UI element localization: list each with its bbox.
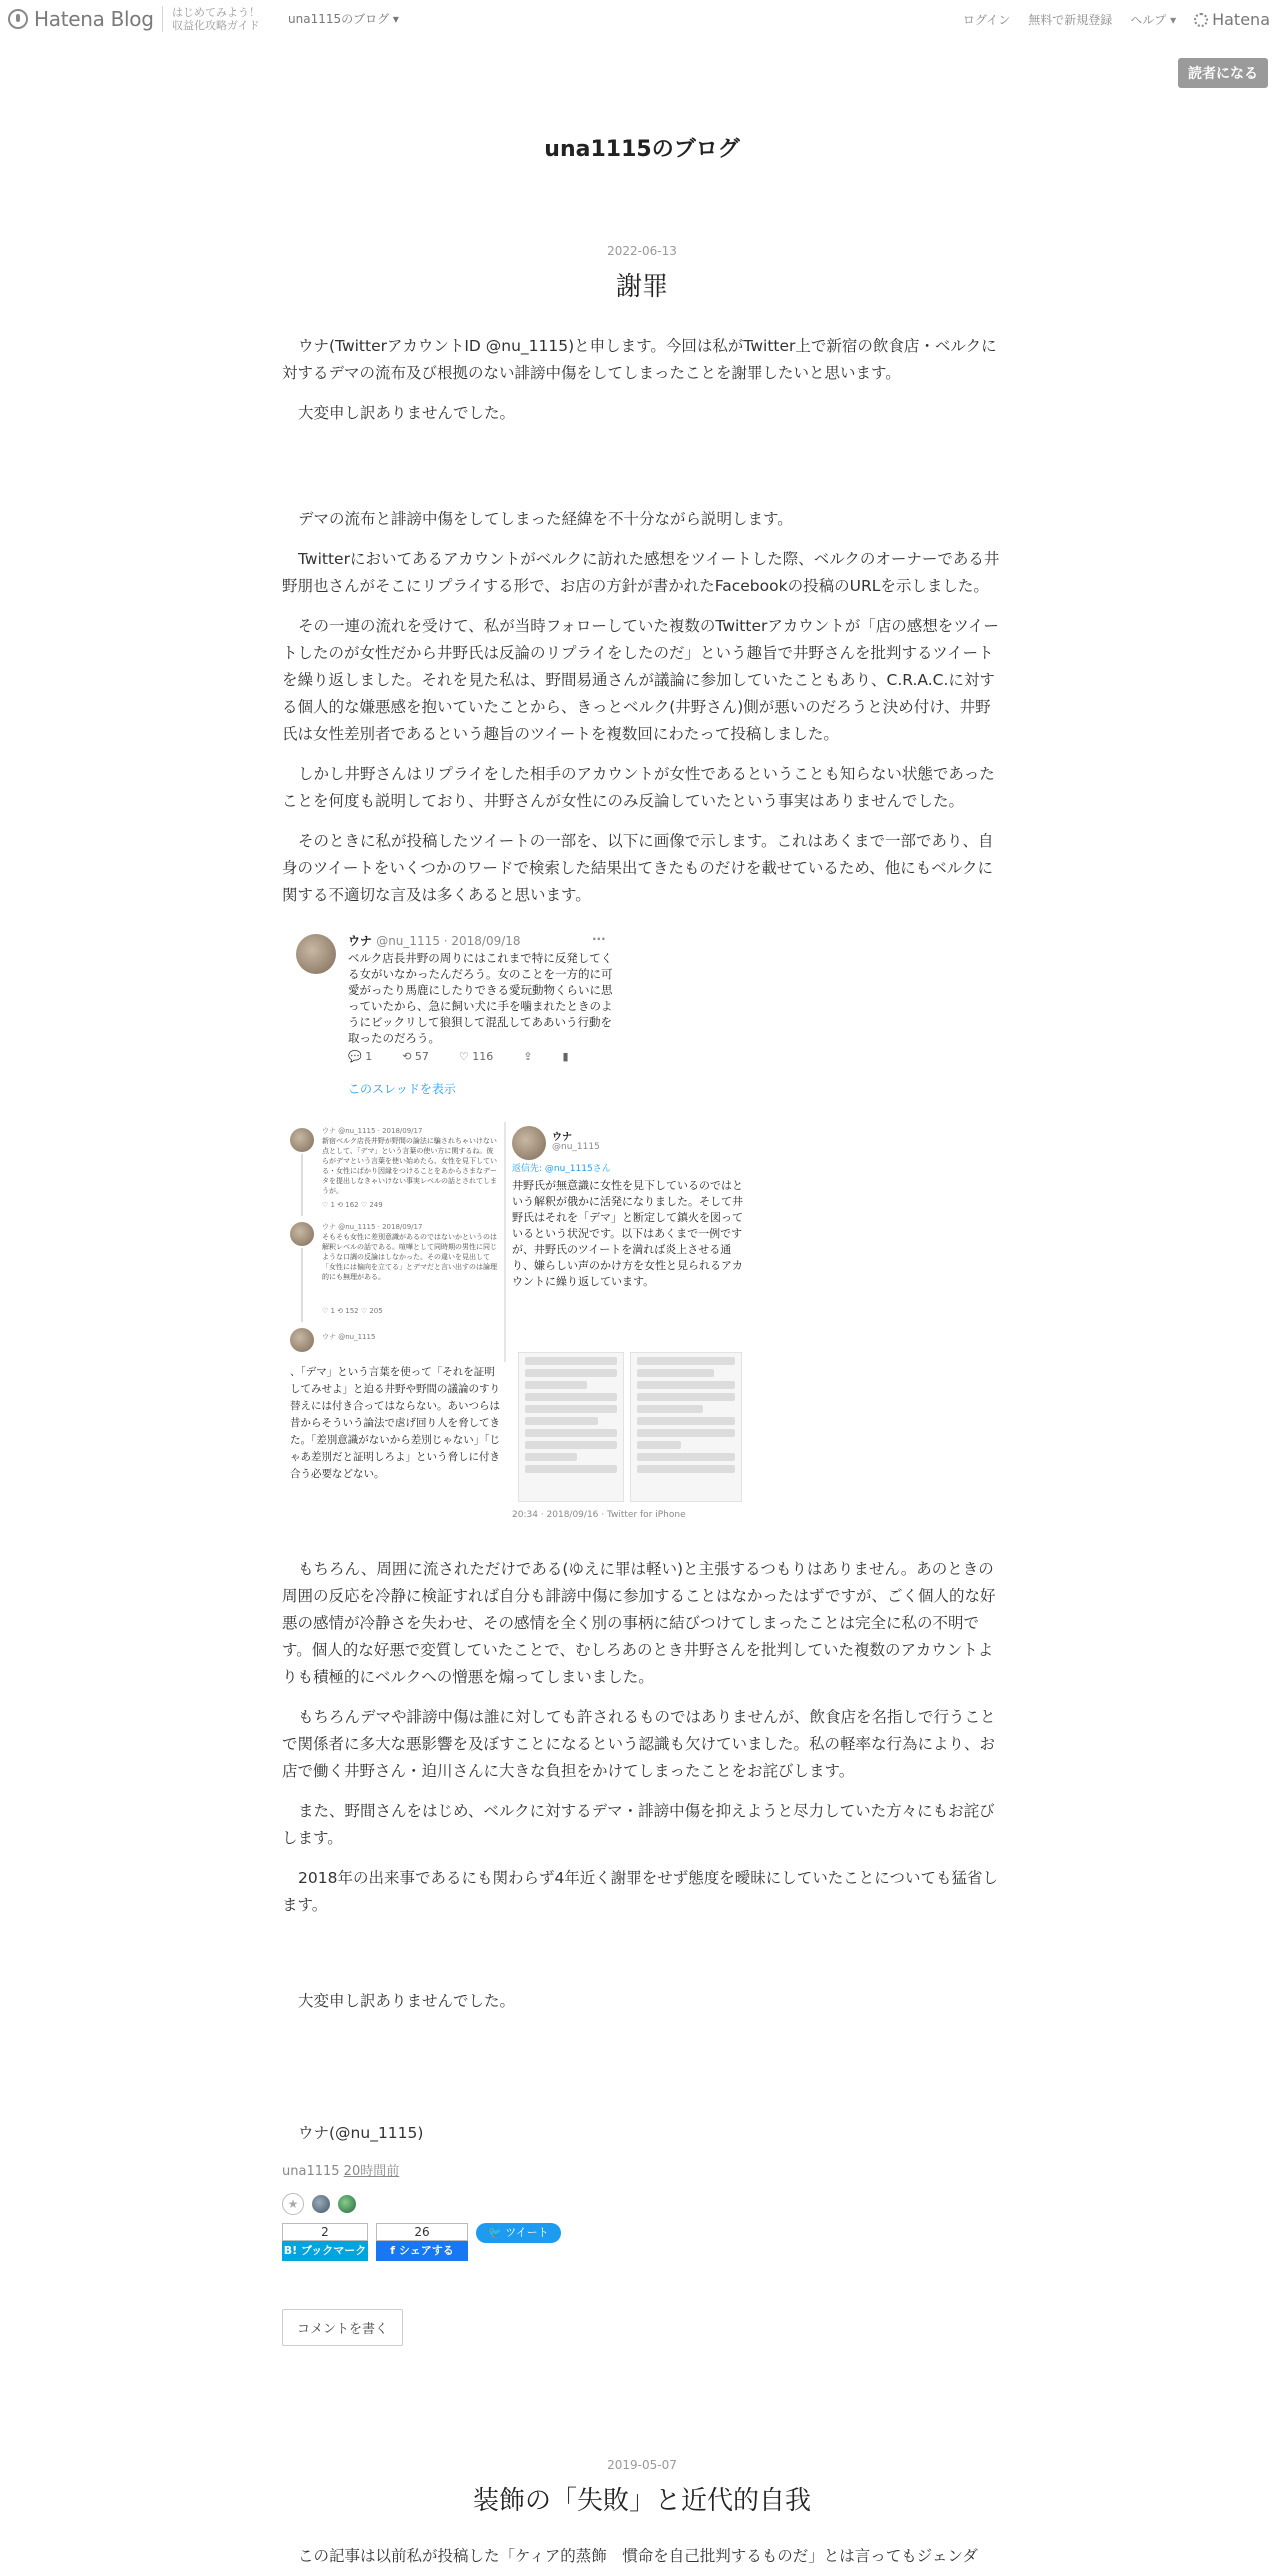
hatena-blog-logo[interactable] [8,7,154,31]
spacer [282,440,1002,506]
tweet-actions: ♡ 1 ⟲ 162 ♡ 249 [322,1201,383,1209]
login-link[interactable]: ログイン [962,13,1011,27]
paragraph: Twitterにおいてあるアカウントがベルクに訪れた感想をツイートした際、ベルクのオーナーである井野朋也さんがそこにリプライする形で、お店の方針が書かれたFacebookの投稿のURLを示しました。 [282,550,1000,595]
write-comment-button[interactable]: コメントを書く [282,2309,403,2346]
facebook-share-count: 26 [376,2223,468,2241]
tweet-handle: @nu_1115 · 2018/09/18 [376,934,521,948]
star-add-icon: ★ [287,2197,299,2211]
entry-title[interactable]: 装飾の「失敗」と近代的自我 [472,2486,811,2516]
reply-icon: 💬 1 [348,1050,373,1063]
signup-link[interactable]: 無料で新規登録 [1028,13,1113,27]
hatena-gear-icon [1194,13,1208,27]
like-icon: ♡ 116 [458,1050,494,1063]
thread-line [301,1248,303,1322]
entry-date[interactable]: 2022-06-13 [607,244,677,258]
paragraph: 大変申し訳ありませんでした。 [298,1992,516,2010]
paragraph: ウナ(TwitterアカウントID @nu_1115)と申します。今回は私がTwitter上で新宿の飲食店・ベルクに対するデマの流布及び根拠のない誹謗中傷をしてしまったことを謝罪したいと思います。 [282,337,997,382]
paragraph: 2018年の出来事であるにも関わらず4年近く謝罪をせず態度を曖昧にしていたことについても猛省します。 [282,1869,999,1914]
help-dropdown[interactable]: ヘルプ ▾ [1130,13,1177,27]
paragraph: その一連の流れを受けて、私が当時フォローしていた複数のTwitterアカウントが「店の感想をツイートしたのが女性だから井野氏は反論のリプライをしたのだ」という趣旨で井野さんを批判するツイートを繰り返しました。それを見た私は、野間易通さんが議論に参加していたこともあり、C.R.A.C.に対する個人的な嫌悪感を抱いていたことから、きっとベルク(井野さん)側が悪いのだろうと決め付け、井野氏は女性差別者であるという趣旨のツイートを複数回にわたって投稿しました。 [282,617,999,743]
reply-to [512,1164,746,1174]
next-entry [282,2458,1002,2568]
tweet-meta: ウナ @nu_1115 · 2018/09/17 [322,1127,423,1135]
facebook-share-button[interactable]: f シェアする [376,2241,468,2261]
guide-line2: 収益化攻略ガイド [172,19,260,32]
thread-line [301,1154,303,1216]
logo-text: Hatena Blog [34,7,154,31]
tweet-meta: ウナ @nu_1115 · 2018/09/17 [322,1223,423,1231]
tweet-share-widget [476,2223,561,2261]
star-user-avatar[interactable] [312,2195,330,2213]
star-user-avatar[interactable] [338,2195,356,2213]
entry-time-link[interactable]: 20時間前 [343,2164,400,2179]
embedded-screenshot [518,1352,624,1502]
hatena-brand-link[interactable] [1194,10,1270,29]
avatar [512,1126,546,1160]
entry [282,244,1002,2346]
divider [162,6,163,32]
hatena-bookmark-widget[interactable] [282,2223,368,2261]
share-icon: ⇪ [523,1050,533,1063]
tweet-actions [348,1050,569,1063]
paragraph: しかし井野さんはリプライをした相手のアカウントが女性であるということも知らない状態であったことを何度も説明しており、井野さんが女性にのみ反論していたという事実はありませんでした。 [282,765,995,810]
blog-menu-dropdown[interactable]: una1115のブログ ▾ [288,12,399,26]
tweet-screenshot-1[interactable] [292,922,892,1102]
hatena-brand-text: Hatena [1212,10,1270,29]
tweet-text: ベルク店長井野の周りにはこれまで特に反発してくる女がいなかったんだろう。女のことを一方的に可愛がったり馬鹿にしたりできる愛玩動物くらいに思っていたから、急に飼い犬に手を噛まれたときのようにビックリして狼狽して混乱してああいう行動を取ったのだろう。 [348,951,613,1045]
avatar [296,934,336,974]
embedded-screenshot [630,1352,742,1502]
guide-line1: はじめてみよう！ [172,6,260,19]
hatena-bookmark-button[interactable]: B! ブックマーク [282,2241,368,2261]
retweet-icon: ⟲ 57 [402,1050,429,1063]
global-header [0,0,1284,38]
tweet-footer: 20:34 · 2018/09/16 · Twitter for iPhone [512,1510,686,1520]
paragraph: そのときに私が投稿したツイートの一部を、以下に画像で示します。これはあくまで一部であり、自身のツイートをいくつかのワードで検索した結果出てきたものだけを載せているため、他にもベルクに関する不適切な言及は多くあると思います。 [282,832,994,904]
paragraph: もちろんデマや誹謗中傷は誰に対しても許されるものではありませんが、飲食店を名指しで行うことで関係者に多大な悪影響を及ぼすことになるという認識も欠けていました。私の軽率な行為により、お店で働く井野さん・迫川さんに大きな負担をかけてしまったことをお詫びします。 [282,1708,996,1780]
tweet-handle: @nu_1115 [552,1142,600,1152]
facebook-share-widget[interactable] [376,2223,468,2261]
avatar [290,1328,314,1352]
analytics-icon: ▮ [562,1050,569,1063]
tweet-author-name: ウナ [552,1132,572,1143]
tweet-author [348,932,521,949]
entry-byline [282,2160,1002,2179]
tweet-text: 、「デマ」という言葉を使って「それを証明してみせよ」と迫る井野や野間の議論のすり替えには付き合ってはならない。あいつらは昔からそういう論法で虐げ回り人を脅してきた。「差別意識がないから差別じゃない」「じゃあ差別だと証明しろよ」という脅しに付き合う必要などない。 [290,1366,500,1480]
paragraph: ウナ(@nu_1115) [298,2124,424,2142]
tweet-thread-left [282,1122,504,1532]
spacer [282,1102,1002,1122]
subscribe-button[interactable]: 読者になる [1178,58,1268,88]
star-row [282,2193,1002,2215]
paragraph: また、野間さんをはじめ、ベルクに対するデマ・誹謗中傷を抑えようと尽力していた方々にもお詫びします。 [282,1802,995,1847]
divider [504,1122,506,1362]
entry-teaser: この記事は以前私が投稿した「ケィア的蒸飾 慣命を自己批判するものだ」とは言ってもジェンダ [298,2547,978,2565]
tweet-right [510,1122,750,1532]
add-star-button[interactable] [282,2193,304,2215]
entry-body [282,333,1002,2147]
entry-date[interactable]: 2019-05-07 [607,2458,677,2472]
tweet-actions: ♡ 1 ⟲ 152 ♡ 205 [322,1307,383,1315]
avatar [290,1222,314,1246]
bookmark-count: 2 [282,2223,368,2241]
share-buttons [282,2223,1002,2261]
more-icon: ··· [592,932,606,946]
blog-title[interactable]: una1115のブログ [544,137,740,162]
tweet-author-name: ウナ [348,934,373,948]
tweet-share-button[interactable]: 🐦 ツイート [476,2223,561,2243]
spacer [282,2028,1002,2120]
spacer [282,1532,1002,1556]
paragraph: デマの流布と誹謗中傷をしてしまった経緯を不十分ながら説明します。 [298,510,793,528]
nav-right [945,10,1270,29]
tweet-screenshot-2[interactable] [282,1122,882,1532]
avatar [290,1128,314,1152]
tweet-meta: ウナ @nu_1115 [322,1333,376,1341]
show-thread-link: このスレッドを表示 [348,1082,456,1096]
reply-to-text: 返信先: @nu_1115さん [512,1164,611,1174]
author-link[interactable]: una1115 [282,2164,340,2179]
tweet-text: そもそも女性に差別意識があるのではないかというのは解釈レベルの話である。喧嘩として同時期の男性に同じような口調の反論はしなかった。その違いを見出して「女性には偏向を立てる」とデマだと言い出すのは論理的にも無理がある。 [322,1233,497,1281]
monetize-guide-link[interactable] [172,6,260,32]
tweet-text: 新宿ベルク店長井野が野間の論法に騙されちゃいけない点として、「デマ」という言葉の使い方に関するね。彼らがデマという言葉を使い始めたら、女性を見下している・女性にばかり因縁をつけることをあからさまなデータを提出しなきゃいけない事実レベルの話とされてしまうが。 [322,1137,497,1195]
tweet-text: 井野氏が無意識に女性を見下しているのではという解釈が俄かに活発になりました。そして井野氏はそれを「デマ」と断定して鎮火を図っているという状況です。以下はあくまで一例ですが、井野氏のツイートを満れば炎上させる通り、嫌らしい声のかけ方を女性と見られるアカウントに繰り返しています。 [512,1179,743,1288]
entry-title[interactable]: 謝罪 [615,272,668,302]
paragraph: 大変申し訳ありませんでした。 [298,404,516,422]
paragraph: もちろん、周囲に流されただけである(ゆえに罪は軽い)と主張するつもりはありません。あのときの周囲の反応を冷静に検証すれば自分も誹謗中傷に参加することはなかったはずですが、ごく個人的な好悪の感情が冷静さを失わせ、その感情を全く別の事柄に結びつけてしまったことは完全に私の不明です。個人的な好悪で変質していたことで、むしろあのとき井野さんを批判していた複数のアカウントよりも積極的にベルクへの憎悪を煽ってしまいました。 [282,1560,996,1686]
spacer [282,1932,1002,1988]
hatena-logo-icon [8,9,28,29]
